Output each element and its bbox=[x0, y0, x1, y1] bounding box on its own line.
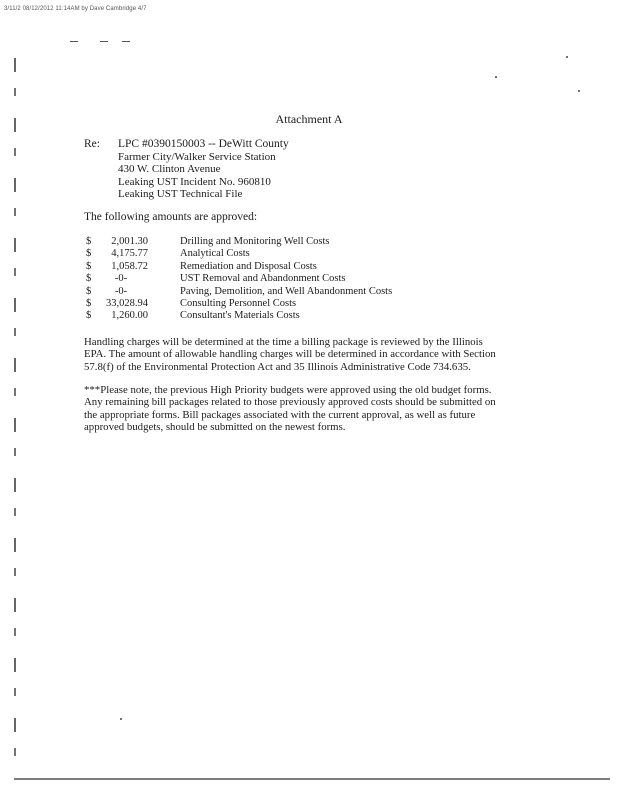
scan-left-edge bbox=[14, 58, 16, 778]
paragraph-line: 57.8(f) of the Environmental Protection Act and 35 Illinois Administrative Code 734.635. bbox=[84, 360, 471, 373]
re-block bbox=[118, 138, 289, 201]
amount-description: Analytical Costs bbox=[180, 248, 250, 260]
fax-header: 3/11/2 08/12/2012 11:14AM by Dave Cambridge 4/7 bbox=[4, 6, 147, 12]
amount-value: 2,001.30 bbox=[111, 236, 148, 247]
scan-speck bbox=[578, 90, 580, 92]
scan-mark bbox=[100, 41, 108, 42]
amounts-table bbox=[84, 236, 484, 323]
currency-symbol: $ bbox=[86, 236, 92, 247]
currency-symbol: $ bbox=[86, 297, 92, 309]
amount-description: Consultant's Materials Costs bbox=[180, 310, 300, 322]
scan-speck bbox=[495, 76, 497, 78]
amount-description: Paving, Demolition, and Well Abandonment Costs bbox=[180, 285, 393, 297]
currency-symbol: $ bbox=[86, 248, 92, 260]
amount-value: -0- bbox=[114, 285, 128, 297]
re-label: Re: bbox=[84, 138, 100, 150]
amount-row bbox=[84, 286, 484, 298]
amount-value: 33,028.94 bbox=[106, 297, 148, 309]
re-line-file: Leaking UST Technical File bbox=[118, 188, 243, 201]
amount-row bbox=[84, 236, 484, 248]
attachment-title: Attachment A bbox=[275, 112, 343, 126]
amount-description: Consulting Personnel Costs bbox=[180, 297, 297, 309]
currency-symbol: $ bbox=[86, 273, 92, 285]
re-line-address: 430 W. Clinton Avenue bbox=[118, 163, 221, 176]
amount-row bbox=[84, 298, 484, 310]
amount-description: UST Removal and Abandonment Costs bbox=[180, 273, 346, 285]
re-line-lpc: LPC #0390150003 -- DeWitt County bbox=[118, 138, 289, 150]
scan-mark bbox=[122, 41, 130, 42]
paragraph-line: Any remaining bill packages related to those previously approved costs should be submitted on bbox=[84, 396, 496, 409]
handling-charges-paragraph bbox=[84, 336, 532, 373]
currency-symbol: $ bbox=[86, 260, 92, 272]
amount-description: Remediation and Disposal Costs bbox=[180, 260, 317, 272]
paragraph-line: ***Please note, the previous High Priority budgets were approved using the old budget forms. bbox=[84, 384, 492, 396]
scan-bottom-edge bbox=[14, 778, 610, 780]
scan-speck bbox=[120, 718, 122, 720]
amount-value: -0- bbox=[114, 273, 128, 285]
paragraph-line: approved budgets, should be submitted on the newest forms. bbox=[84, 420, 346, 433]
amount-row bbox=[84, 273, 484, 285]
budget-note-paragraph bbox=[84, 384, 532, 433]
intro-text: The following amounts are approved: bbox=[84, 211, 258, 223]
paragraph-line: the appropriate forms. Bill packages associated with the current approval, as well as future bbox=[84, 408, 476, 421]
amount-value: 4,175.77 bbox=[111, 248, 148, 260]
amount-row bbox=[84, 310, 484, 322]
currency-symbol: $ bbox=[86, 310, 92, 322]
paragraph-line: Handling charges will be determined at the time a billing package is reviewed by the Illinois bbox=[84, 336, 483, 348]
amount-row bbox=[84, 248, 484, 260]
amount-value: 1,058.72 bbox=[111, 260, 148, 272]
amount-row bbox=[84, 261, 484, 273]
paragraph-line: EPA. The amount of allowable handling charges will be determined in accordance with Section bbox=[84, 348, 496, 361]
re-line-incident: Leaking UST Incident No. 960810 bbox=[118, 175, 271, 188]
scan-mark bbox=[70, 41, 78, 42]
amount-description: Drilling and Monitoring Well Costs bbox=[180, 236, 330, 247]
re-line-site: Farmer City/Walker Service Station bbox=[118, 150, 276, 163]
scan-speck bbox=[566, 56, 568, 58]
currency-symbol: $ bbox=[86, 285, 92, 297]
amount-value: 1,260.00 bbox=[111, 310, 148, 322]
